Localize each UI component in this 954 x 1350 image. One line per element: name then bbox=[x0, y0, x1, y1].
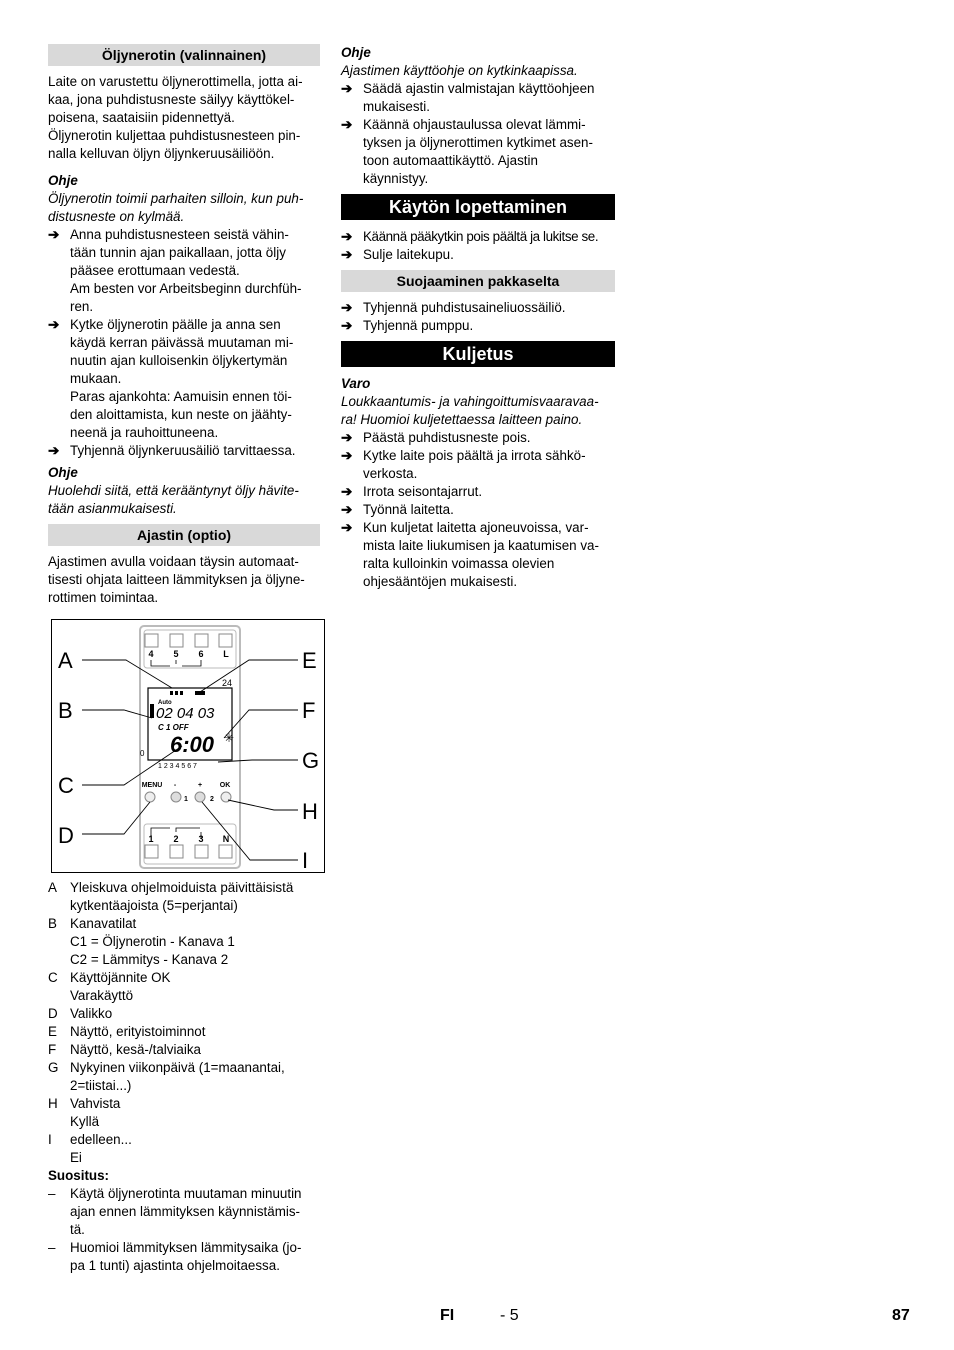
legend-key: G bbox=[48, 1060, 59, 1075]
legend-item: B Kanavatilat bbox=[48, 916, 137, 931]
recommendation-title: Suositus: bbox=[48, 1168, 110, 1183]
legend-item: C1 = Öljynerotin - Kanava 1 bbox=[70, 934, 235, 949]
arrow-icon: ➔ bbox=[341, 300, 353, 315]
legend-key: F bbox=[48, 1042, 57, 1057]
instruction-step: ➔ Käännä ohjaustaulussa olevat lämmi- tyksen ja öljynerottimen kytkimet asen- toon automaattikäyttö. Ajastin käynnistyy. bbox=[341, 117, 593, 186]
arrow-icon: ➔ bbox=[341, 430, 353, 445]
note-text: Huolehdi siitä, että kerääntynyt öljy hävite- tään asianmukaisesti. bbox=[48, 483, 299, 516]
instruction-step: ➔ Tyhjennä öljynkeruusäiliö tarvittaessa. bbox=[48, 443, 296, 458]
instruction-step: ➔ Anna puhdistusnesteen seistä vähin- tään tunnin ajan paikallaan, jotta öljy pääsee erottumaan vedestä. bbox=[48, 227, 289, 278]
instruction-step: ➔ Kytke öljynerotin päälle ja anna sen käydä kerran päivässä muutaman mi- nuutin ajan kulloisenkin öljykertymän mukaan. bbox=[48, 317, 294, 386]
svg-text:5: 5 bbox=[173, 649, 179, 659]
legend-item: Varakäyttö bbox=[70, 988, 134, 1003]
legend-key: I bbox=[48, 1132, 52, 1147]
instruction-extra: Am besten vor Arbeitsbeginn durchfüh- ren. bbox=[70, 281, 302, 314]
footer-page-number: 87 bbox=[892, 1307, 910, 1324]
legend-key: H bbox=[48, 1096, 58, 1111]
legend-item: H Vahvista bbox=[48, 1096, 121, 1111]
arrow-icon: ➔ bbox=[341, 117, 353, 132]
arrow-icon: ➔ bbox=[341, 502, 353, 517]
instruction-step: ➔ Käännä pääkytkin pois päältä ja lukitse se. bbox=[341, 229, 599, 244]
svg-text:-: - bbox=[173, 782, 177, 789]
arrow-icon: ➔ bbox=[341, 484, 353, 499]
arrow-icon: ➔ bbox=[341, 520, 353, 535]
figure-legend bbox=[48, 879, 320, 1167]
left-column bbox=[48, 44, 320, 1275]
scale-0: 0 bbox=[140, 749, 145, 758]
legend-key: E bbox=[48, 1024, 57, 1039]
paragraph: Laite on varustettu öljynerottimella, jotta ai- kaa, jona puhdistusneste säilyy käyttökel- poisena, saataisiin pidennettyä. bbox=[48, 74, 303, 125]
svg-text:1: 1 bbox=[148, 834, 154, 844]
legend-item: I edelleen... bbox=[48, 1132, 132, 1147]
scale-24: 24 bbox=[222, 678, 233, 688]
footer-language: FI bbox=[440, 1307, 455, 1324]
legend-item: E Näyttö, erityistoiminnot bbox=[48, 1024, 206, 1039]
instruction-step: ➔ Kytke laite pois päältä ja irrota sähkö- verkosta. bbox=[341, 448, 586, 481]
legend-item: C2 = Lämmitys - Kanava 2 bbox=[70, 952, 229, 967]
instruction-step: ➔ Kun kuljetat laitetta ajoneuvoissa, var- mista laite liukumisen ja kaatumisen va- ralta kulloinkin voimassa olevien ohjesääntöjen mukaisesti. bbox=[341, 520, 599, 589]
recommendation-item: – Huomioi lämmityksen lämmitysaika (jo- pa 1 tunti) ajastinta ohjelmoitaessa. bbox=[48, 1240, 302, 1273]
legend-item: Kyllä bbox=[70, 1114, 100, 1129]
svg-text:OK: OK bbox=[219, 782, 231, 789]
arrow-icon: ➔ bbox=[341, 448, 353, 463]
section-title-timer: Ajastin (optio) bbox=[48, 524, 320, 546]
heading-transport: Kuljetus bbox=[341, 341, 615, 367]
legend-item: C Käyttöjännite OK bbox=[48, 970, 171, 985]
legend-key: B bbox=[48, 916, 57, 931]
footer-page-ref: - 5 bbox=[500, 1307, 519, 1324]
heading-stop-operation: Käytön lopettaminen bbox=[341, 194, 615, 220]
minus-button[interactable] bbox=[171, 792, 181, 802]
instruction-step: ➔ Tyhjennä pumppu. bbox=[341, 318, 474, 333]
svg-text:E: E bbox=[302, 648, 317, 673]
svg-text:6: 6 bbox=[198, 649, 204, 659]
svg-text:I: I bbox=[302, 848, 309, 872]
legend-item: F Näyttö, kesä-/talviaika bbox=[48, 1042, 201, 1057]
legend-key: D bbox=[48, 1006, 58, 1021]
svg-text:+: + bbox=[197, 782, 203, 789]
svg-text:3: 3 bbox=[198, 834, 204, 844]
instruction-step: ➔ Tyhjennä puhdistusaineliuossäiliö. bbox=[341, 300, 566, 315]
svg-text:MENU: MENU bbox=[141, 782, 163, 789]
instruction-extra: Paras ajankohta: Aamuisin ennen töi- den aloittamista, kun neste on jäähty- neenä ja rauhoittuneena. bbox=[70, 389, 292, 440]
note-title: Ohje bbox=[48, 173, 78, 188]
legend-item: A Yleiskuva ohjelmoiduista päivittäisistä kytkentäajoista (5=perjantai) bbox=[48, 880, 294, 913]
svg-text:4: 4 bbox=[148, 649, 154, 659]
arrow-icon: ➔ bbox=[341, 81, 353, 96]
warning-text: Loukkaantumis- ja vahingoittumisvaaravaa- ra! Huomioi kuljetettaessa laitteen paino. bbox=[341, 394, 599, 427]
legend-item: G Nykyinen viikonpäivä (1=maanantai, 2=tiistai...) bbox=[48, 1060, 285, 1093]
instruction-step: ➔ Irrota seisontajarrut. bbox=[341, 484, 483, 499]
note-text: Ajastimen käyttöohje on kytkinkaapissa. bbox=[341, 63, 578, 78]
arrow-icon: ➔ bbox=[48, 227, 60, 242]
section-title-oil-separator: Öljynerotin (valinnainen) bbox=[48, 44, 320, 66]
instruction-step: ➔ Sulje laitekupu. bbox=[341, 247, 454, 262]
svg-text:2: 2 bbox=[173, 834, 179, 844]
svg-text:A: A bbox=[58, 648, 73, 673]
lcd-channel: C 1 OFF bbox=[158, 723, 189, 732]
weekday-row: 1 2 3 4 5 6 7 bbox=[158, 763, 197, 770]
arrow-icon: ➔ bbox=[48, 443, 60, 458]
section-title-frost: Suojaaminen pakkaselta bbox=[341, 270, 615, 292]
lcd-time: 6:00 bbox=[170, 732, 215, 757]
svg-text:G: G bbox=[302, 748, 320, 773]
paragraph: Ajastimen avulla voidaan täysin automaat- tisesti ohjata laitteen lämmityksen ja öljyne- rottimen toimintaa. bbox=[48, 554, 305, 605]
legend-item: Ei bbox=[70, 1150, 82, 1165]
sun-icon: ✳ bbox=[224, 731, 235, 745]
legend-key: C bbox=[48, 970, 58, 985]
svg-text:2: 2 bbox=[210, 796, 214, 803]
svg-text:1: 1 bbox=[184, 796, 188, 803]
recommendation-item: – Käytä öljynerotinta muutaman minuutin ajan ennen lämmityksen käynnistämis- tä. bbox=[48, 1186, 302, 1237]
arrow-icon: ➔ bbox=[341, 247, 353, 262]
right-column bbox=[341, 44, 615, 591]
paragraph: Öljynerotin kuljettaa puhdistusnesteen pin- nalla kelluvan öljyn öljynkeruusäiliöön. bbox=[48, 128, 301, 161]
arrow-icon: ➔ bbox=[341, 229, 352, 244]
note-title: Ohje bbox=[48, 465, 78, 480]
instruction-step: ➔ Työnnä laitetta. bbox=[341, 502, 454, 517]
svg-text:D: D bbox=[58, 823, 74, 848]
timer-diagram bbox=[52, 620, 324, 872]
svg-text:H: H bbox=[302, 799, 318, 824]
svg-text:F: F bbox=[302, 698, 316, 723]
legend-key: A bbox=[48, 880, 57, 895]
legend-item: D Valikko bbox=[48, 1006, 113, 1021]
lcd-date: 02 04 03 bbox=[156, 705, 215, 722]
arrow-icon: ➔ bbox=[48, 317, 60, 332]
svg-text:N: N bbox=[222, 834, 230, 844]
svg-text:B: B bbox=[58, 698, 73, 723]
svg-text:L: L bbox=[223, 649, 229, 659]
plus-button[interactable] bbox=[195, 792, 205, 802]
lcd-auto: Auto bbox=[158, 700, 172, 706]
note-title: Ohje bbox=[341, 45, 371, 60]
timer-figure bbox=[51, 619, 325, 873]
note-text: Öljynerotin toimii parhaiten silloin, kun puh- distusneste on kylmää. bbox=[48, 191, 304, 224]
menu-button[interactable] bbox=[145, 792, 155, 802]
svg-text:C: C bbox=[58, 773, 74, 798]
arrow-icon: ➔ bbox=[341, 318, 353, 333]
warning-title: Varo bbox=[341, 376, 371, 391]
instruction-step: ➔ Säädä ajastin valmistajan käyttöohjeen mukaisesti. bbox=[341, 81, 595, 114]
instruction-step: ➔ Päästä puhdistusneste pois. bbox=[341, 430, 531, 445]
